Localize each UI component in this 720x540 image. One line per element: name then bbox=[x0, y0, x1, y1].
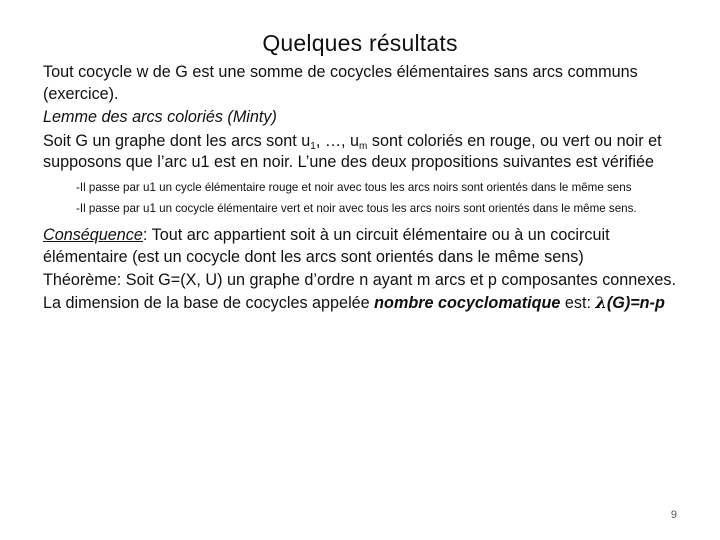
lemma-text-part3: sont coloriés en rouge, ou vert ou noir et supposons que l’arc u1 est en noir. L’une des deux propositions suivantes est vérifiée bbox=[43, 131, 662, 171]
lemma-text-part1: Soit G un graphe dont les arcs sont u bbox=[43, 131, 311, 150]
slide-content bbox=[43, 62, 693, 316]
lambda-symbol: λ bbox=[595, 292, 607, 312]
paragraph-consequence bbox=[43, 225, 693, 268]
consequence-text: : Tout arc appartient soit à un circuit élémentaire ou à un cocircuit élémentaire (est un cocycle dont les arcs sont orientés dans le même sens) bbox=[43, 226, 610, 266]
proposition-cycle: -Il passe par u1 un cycle élémentaire rouge et noir avec tous les arcs noirs sont orientés dans le même sens bbox=[76, 180, 632, 194]
paragraph-cocycle-sum: Tout cocycle w de G est une somme de cocycles élémentaires sans arcs communs (exercice). bbox=[43, 63, 638, 103]
lemma-subscript-1: 1 bbox=[310, 140, 316, 152]
slide-title: Quelques résultats bbox=[262, 30, 458, 56]
paragraph-theorem bbox=[43, 270, 693, 314]
consequence-label: Conséquence bbox=[43, 226, 143, 245]
lemma-subscript-m: m bbox=[359, 140, 368, 152]
theorem-formula: (G)=n-p bbox=[606, 293, 665, 312]
page-number: 9 bbox=[670, 509, 677, 521]
lemma-text-part2: , …, u bbox=[315, 131, 360, 150]
theorem-text-2: est: bbox=[560, 293, 596, 312]
lemma-title: Lemme des arcs coloriés (Minty) bbox=[43, 108, 277, 126]
theorem-text-1: Théorème: Soit G=(X, U) un graphe d’ordre n ayant m arcs et p composantes connexes. La dimension de la base de cocycles appelée bbox=[43, 271, 676, 312]
proposition-cocycle: -Il passe par u1 un cocycle élémentaire vert et noir avec tous les arcs noirs sont orientés dans le même sens. bbox=[76, 202, 637, 216]
theorem-term: nombre cocyclomatique bbox=[374, 293, 561, 312]
paragraph-lemma-statement bbox=[43, 131, 693, 174]
